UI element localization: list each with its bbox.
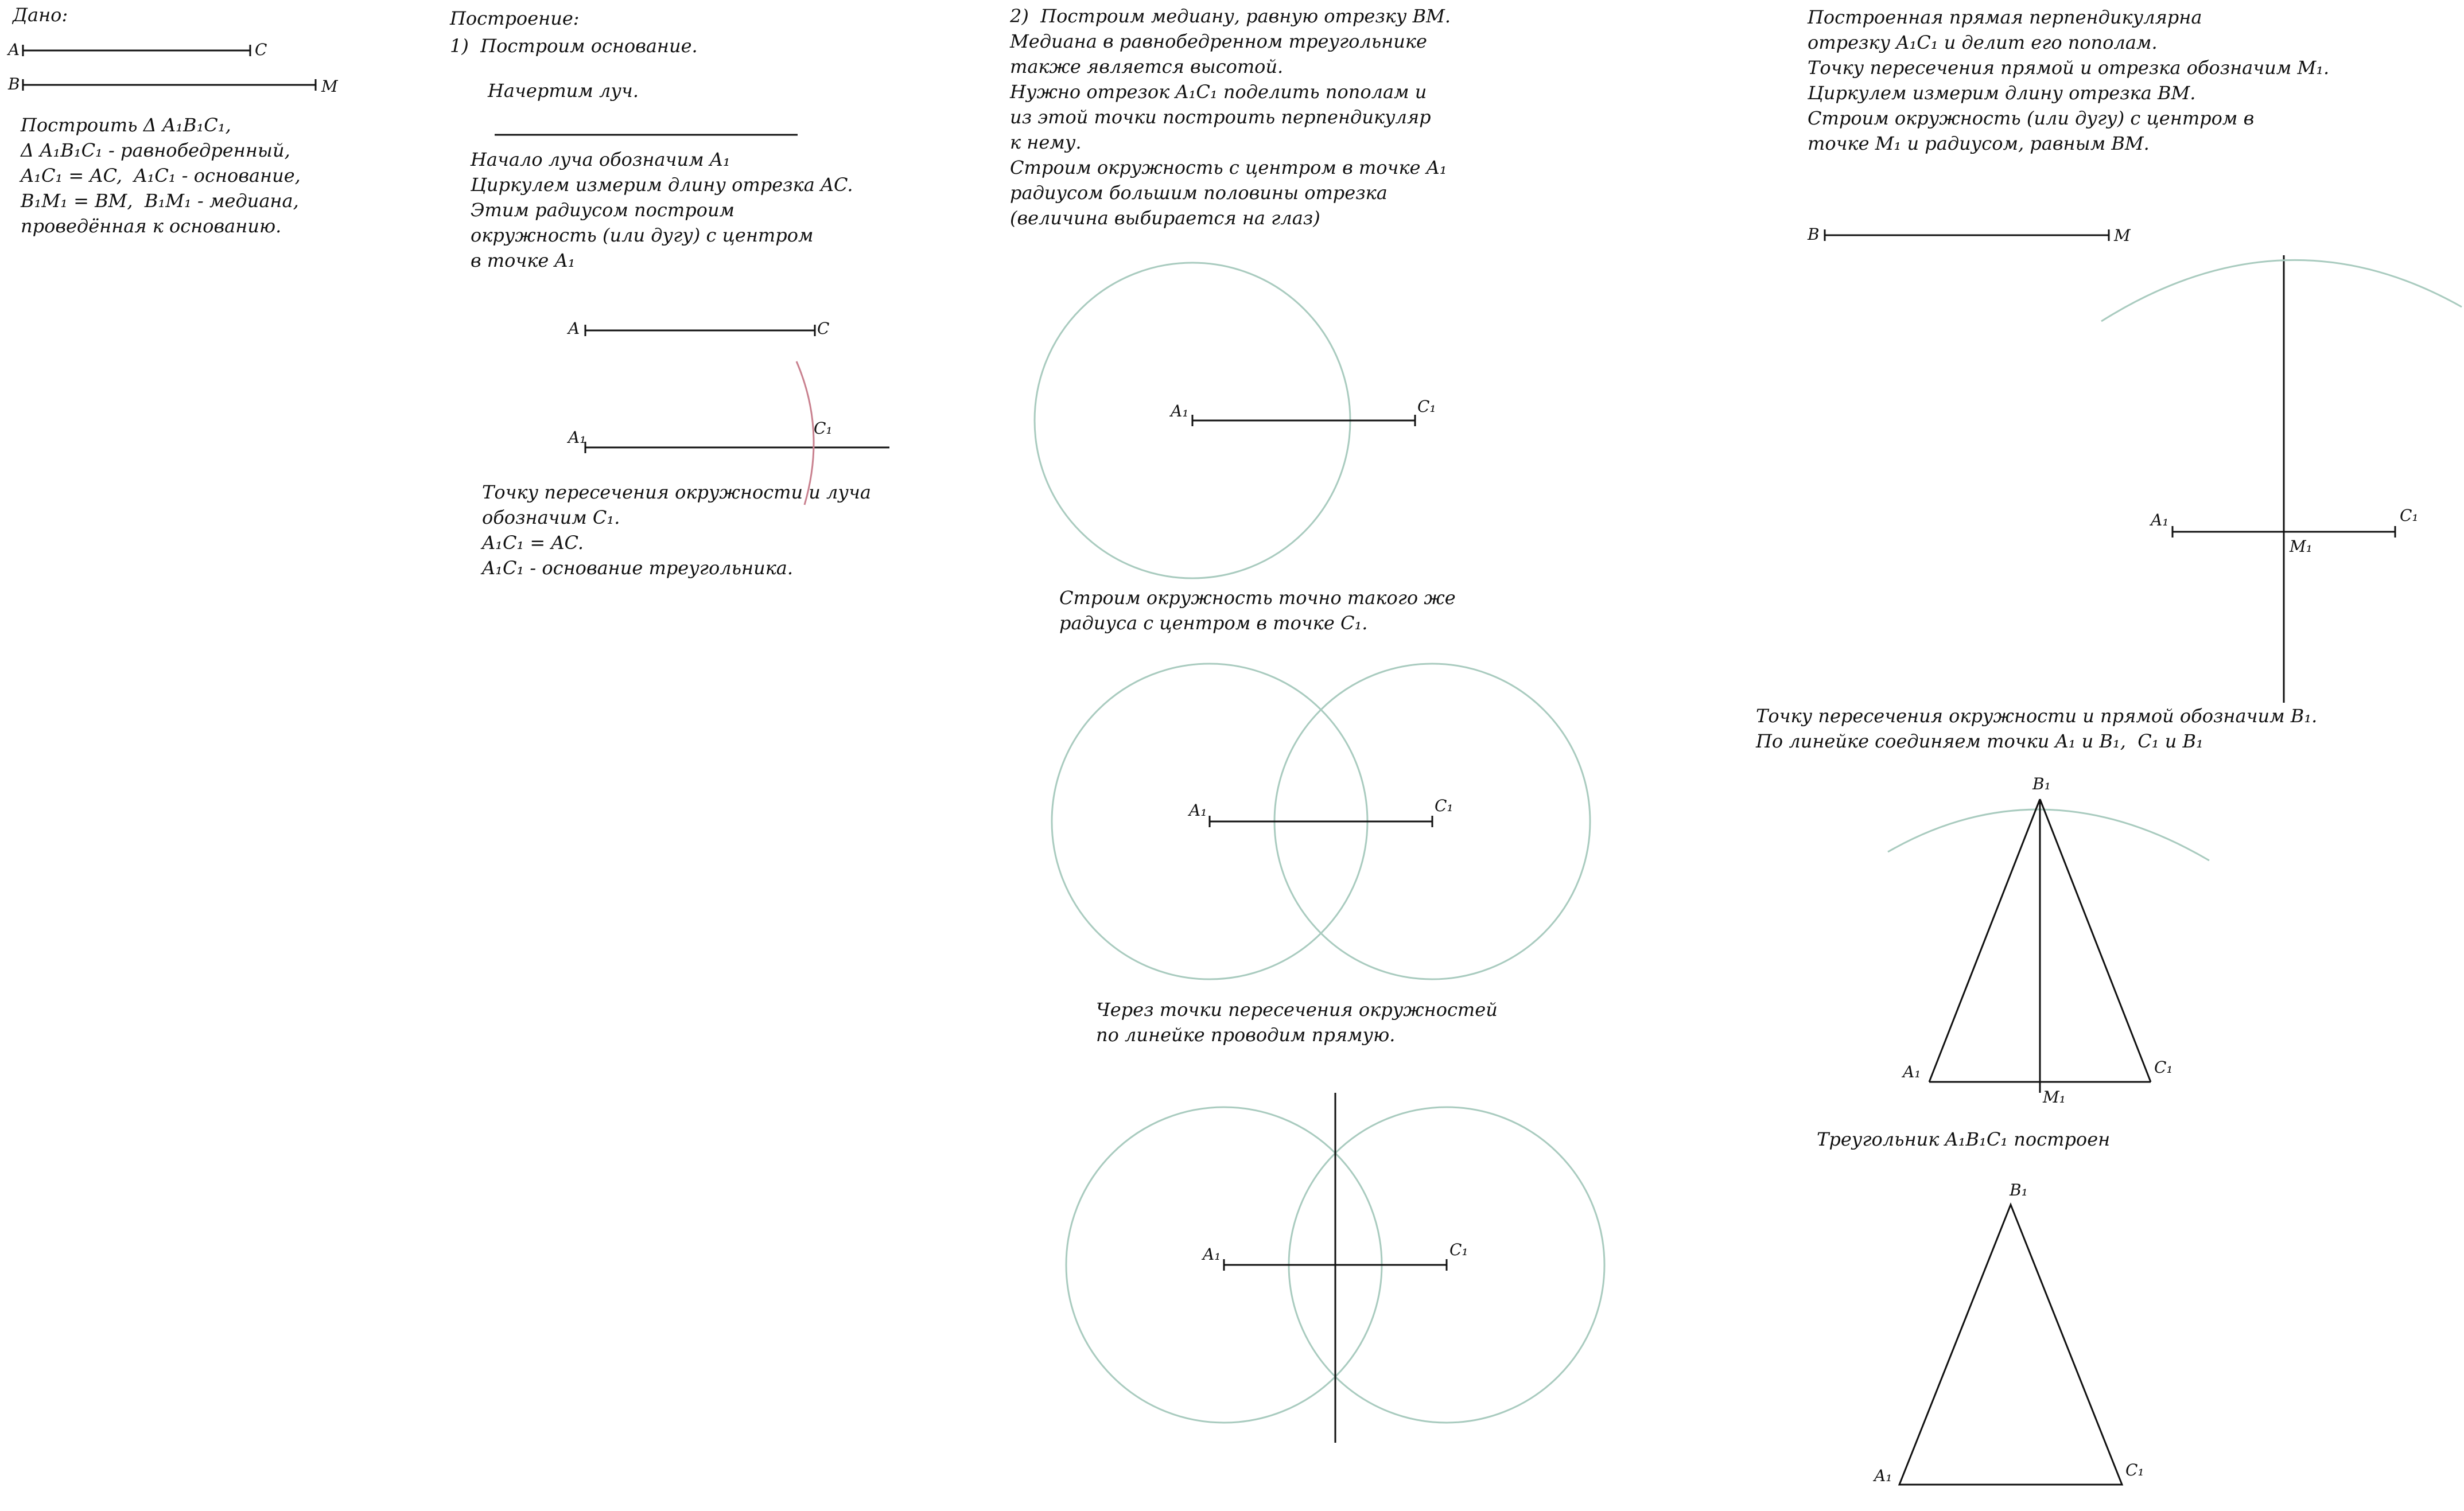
final-label-c1: C₁ bbox=[2125, 1461, 2144, 1479]
step3-label-m1: M₁ bbox=[2290, 537, 2313, 556]
step2b-label-c1: C₁ bbox=[1435, 796, 1453, 815]
triangle-label-m1: M₁ bbox=[2043, 1088, 2066, 1107]
step1-text: Начало луча обозначим A₁ Циркулем измерим длину отрезка AC. Этим радиусом построим окружность (или дугу) с центром в точке A₁ bbox=[471, 149, 853, 271]
step1-label-c1: C₁ bbox=[814, 419, 833, 438]
label-a: A bbox=[8, 40, 20, 59]
step1-ray-text: Начертим луч. bbox=[488, 80, 639, 102]
final-label-a1: A₁ bbox=[1874, 1466, 1892, 1485]
triangle-side-a1b1 bbox=[1929, 799, 2040, 1082]
step2b-label-a1: A₁ bbox=[1189, 801, 1207, 820]
arc-bm bbox=[2101, 260, 2462, 321]
step1-subtitle: 1) Построим основание. bbox=[450, 35, 698, 57]
step2c-label-a1: A₁ bbox=[1203, 1245, 1221, 1264]
given-title: Дано: bbox=[13, 4, 68, 26]
step3-text: Построенная прямая перпендикулярна отрезку A₁C₁ и делит его пополам. Точку пересечения прямой и отрезка обозначим M₁. Циркулем измерим длину отрезка BM. Строим окружность (или дугу) с центром в точке M₁ и радиусом, равным BM. bbox=[1808, 6, 2330, 154]
given-text: Построить Δ A₁B₁C₁, Δ A₁B₁C₁ - равнобедренный, A₁C₁ = AC, A₁C₁ - основание, B₁M₁ = BM, B₁M₁ - медиана, проведённая к основанию. bbox=[21, 114, 301, 237]
step2-text: 2) Построим медиану, равную отрезку BM. Медиана в равнобедренном треугольнике также является высотой. Нужно отрезок A₁C₁ поделить пополам и из этой точки построить перпендикуляр к нему. Строим окружность с центром в точке A₁ радиусом большим половины отрезка (величина выбирается на глаз) bbox=[1010, 5, 1451, 229]
step1-label-a1: A₁ bbox=[568, 428, 586, 447]
step2a-label-a1: A₁ bbox=[1171, 402, 1189, 420]
step2-text3: Через точки пересечения окружностей по линейке проводим прямую. bbox=[1096, 999, 1498, 1046]
triangle-label-b1: B₁ bbox=[2032, 774, 2051, 793]
step1-text2: Точку пересечения окружности и луча обозначим C₁. A₁C₁ = AC. A₁C₁ - основание треугольника. bbox=[482, 481, 871, 579]
step1-title: Построение: bbox=[450, 7, 580, 29]
triangle-label-c1: C₁ bbox=[2154, 1058, 2173, 1077]
step3-text2: Точку пересечения окружности и прямой обозначим B₁. По линейке соединяем точки A₁ и B₁, C₁ и B₁ bbox=[1756, 705, 2318, 752]
triangle-label-a1: A₁ bbox=[1903, 1062, 1921, 1081]
step2c-label-c1: C₁ bbox=[1449, 1240, 1468, 1259]
label-b: B bbox=[8, 75, 20, 94]
final-label-b1: B₁ bbox=[2010, 1181, 2028, 1200]
arc-b1 bbox=[1888, 809, 2209, 860]
step3-label-m: M bbox=[2114, 226, 2131, 245]
label-c: C bbox=[255, 40, 267, 59]
step2a-label-c1: C₁ bbox=[1417, 397, 1436, 416]
step3-label-b: B bbox=[1808, 225, 1820, 244]
result-text: Треугольник A₁B₁C₁ построен bbox=[1817, 1128, 2111, 1150]
step1-label-a: A bbox=[568, 319, 580, 338]
step1-label-c: C bbox=[817, 319, 830, 338]
step2-text2: Строим окружность точно такого же радиуса с центром в точке C₁. bbox=[1059, 587, 1456, 634]
final-triangle bbox=[1899, 1205, 2122, 1485]
label-m: M bbox=[321, 77, 338, 96]
step3-label-a1: A₁ bbox=[2151, 511, 2169, 529]
step3-label-c1: C₁ bbox=[2400, 506, 2419, 525]
triangle-side-c1b1 bbox=[2040, 799, 2151, 1082]
